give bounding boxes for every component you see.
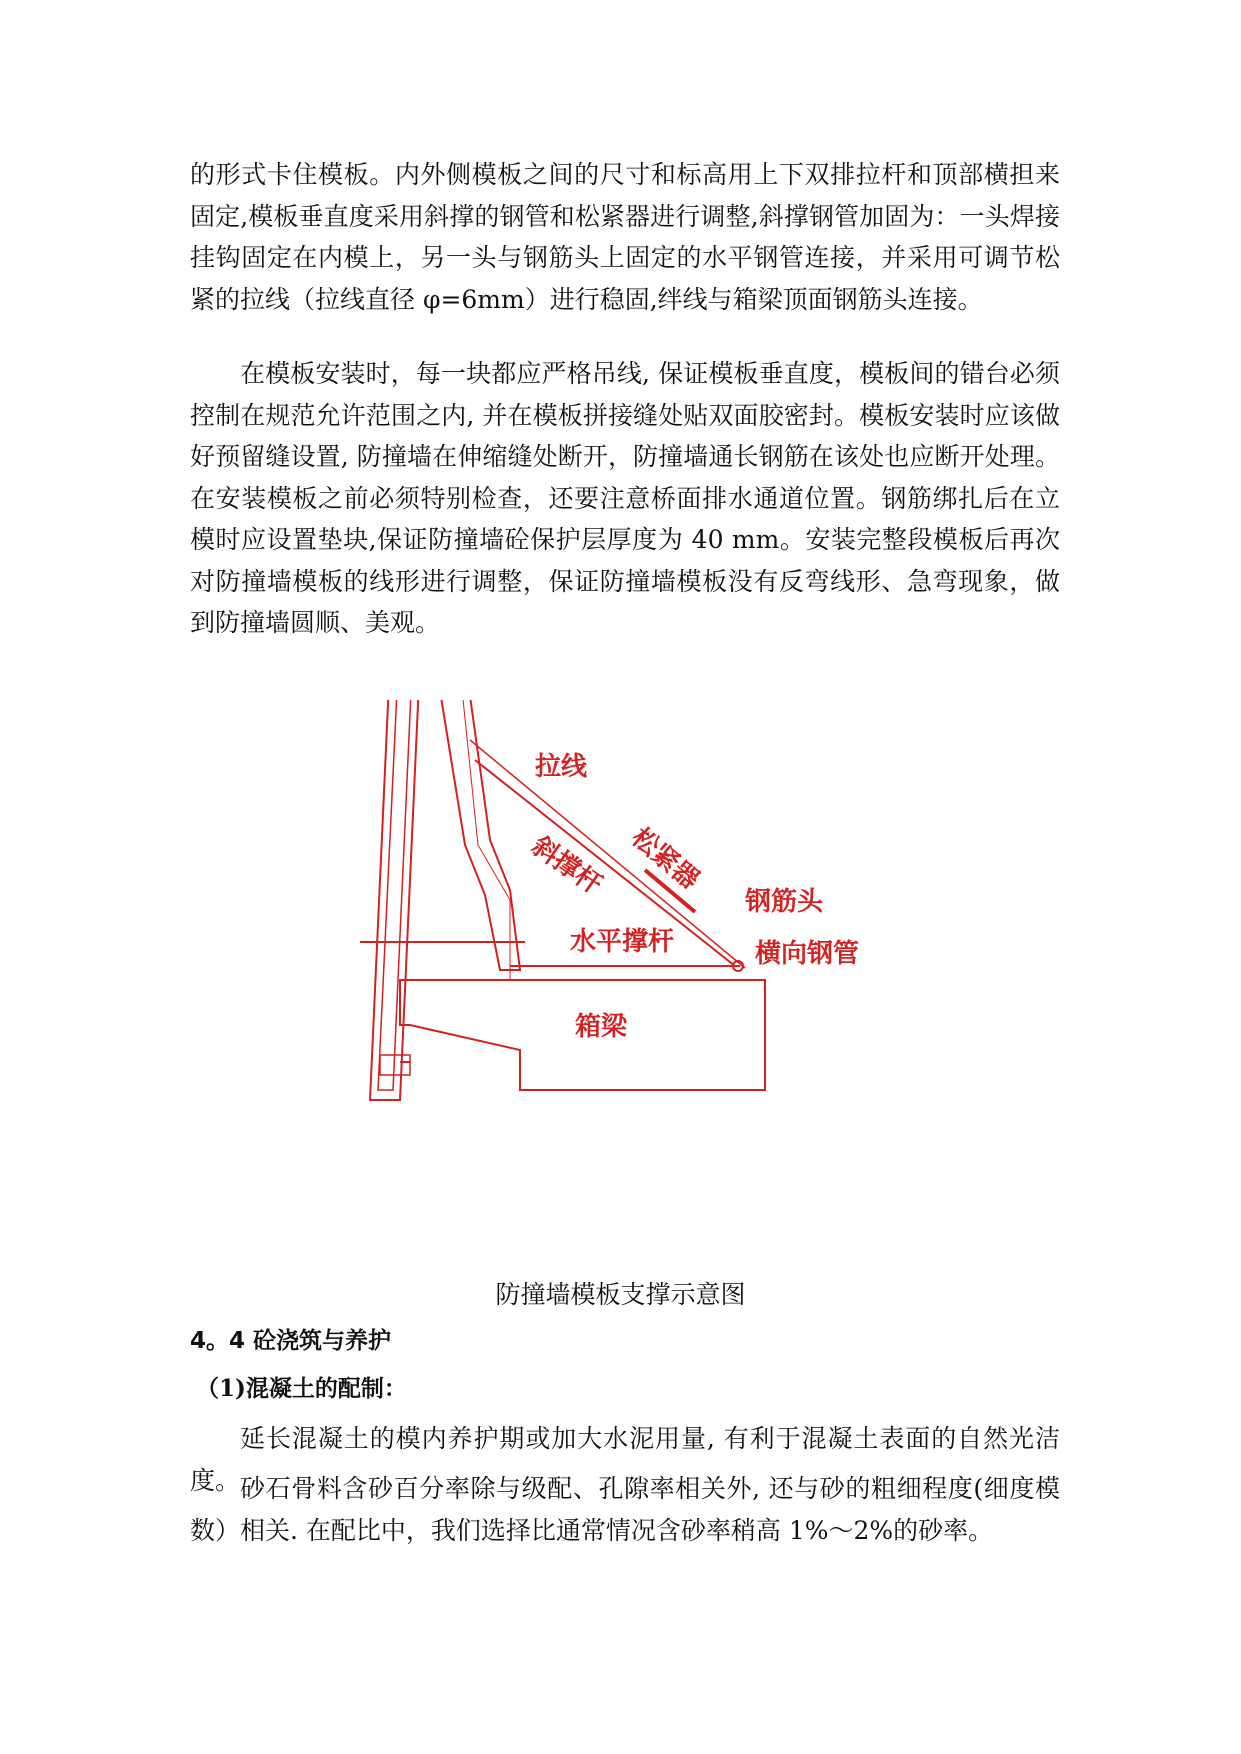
label-horizontal-brace: 水平撑杆 bbox=[570, 927, 675, 957]
paragraph-formwork-installation: 在模板安装时，每一块都应严格吊线, 保证模板垂直度，模板间的错台必须控制在规范允许范围之内, 并在模板拼接缝处贴双面胶密封。模板安装时应该做好预留缝设置, 防撞墙在伸缩缝处断开，防撞墙通长钢筋在该处也应断开处理。在安装模板之前必须特别检查，还要注意桥面排水通道位置。钢筋绑扎后在立模时应设置垫块,保证防撞墙砼保护层厚度为 40 mm。安装完整段模板后再次对防撞墙模板的线形进行调整，保证防撞墙模板没有反弯线形、急弯现象，做到防撞墙圆顺、美观。 bbox=[190, 359, 1060, 637]
label-turnbuckle: 松紧器 bbox=[625, 822, 705, 896]
section-heading: 4。4 砼浇筑与养护 bbox=[190, 1328, 392, 1354]
label-diagonal-brace: 斜撑杆 bbox=[525, 831, 608, 901]
subsection-heading: （1)混凝土的配制： bbox=[196, 1375, 407, 1402]
label-rebar-head: 钢筋头 bbox=[745, 887, 824, 917]
formwork-support-diagram bbox=[360, 700, 950, 1220]
inner-formwork bbox=[435, 700, 520, 970]
label-box-girder: 箱梁 bbox=[575, 1012, 628, 1042]
diagram-svg bbox=[360, 700, 950, 1220]
paragraph-curing: 延长混凝土的模内养护期或加大水泥用量, 有利于混凝土表面的自然光洁度。 bbox=[190, 1424, 1060, 1495]
paragraph-formwork-fixing: 的形式卡住模板。内外侧模板之间的尺寸和标高用上下双排拉杆和顶部横担来固定,模板垂直度采用斜撑的钢管和松紧器进行调整,斜撑钢管加固为：一头焊接挂钩固定在内模上，另一头与钢筋头上固定的水平钢管连接，并采用可调节松紧的拉线（拉线直径 φ=6mm）进行稳固,绊线与箱梁顶面钢筋头连接。 bbox=[190, 160, 1060, 314]
figure-caption: 防撞墙模板支撑示意图 bbox=[495, 1280, 746, 1309]
label-transverse-pipe: 横向钢管 bbox=[755, 939, 860, 969]
label-pull-wire: 拉线 bbox=[535, 752, 588, 782]
paragraph-sand-ratio: 砂石骨料含砂百分率除与级配、孔隙率相关外, 还与砂的粗细程度(细度模数）相关. 在配比中，我们选择比通常情况含砂率稍高 1%～2%的砂率。 bbox=[190, 1474, 1060, 1545]
